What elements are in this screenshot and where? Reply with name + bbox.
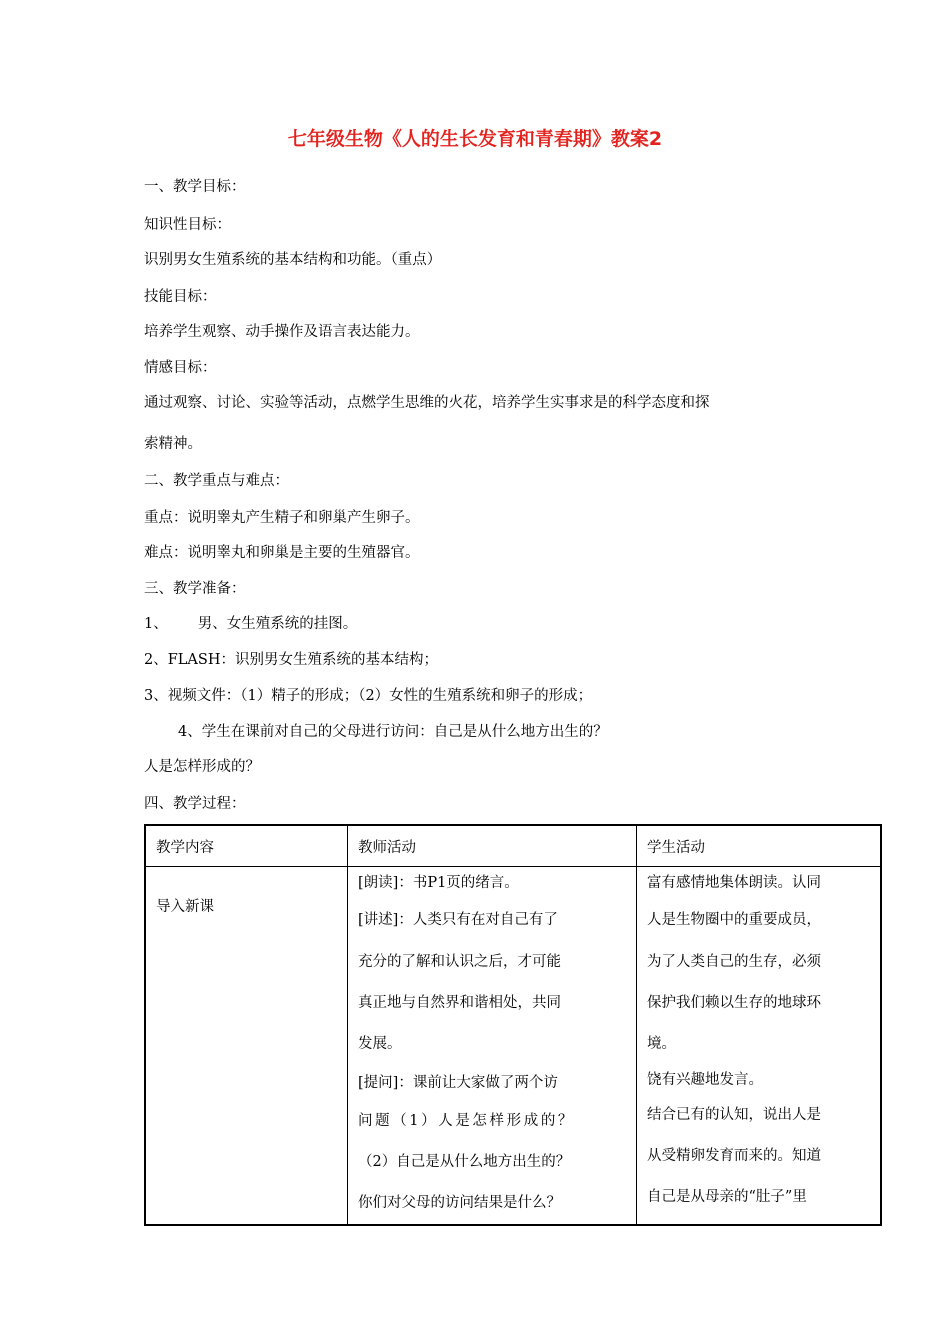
section-1-heading: 一、教学目标：: [144, 179, 246, 195]
student-line: 为了人类自己的生存，必须: [647, 954, 821, 970]
header-content: 教学内容: [145, 825, 348, 867]
table-row: [145, 867, 881, 1226]
prep-item-2: 2、FLASH：识别男女生殖系统的基本结构；: [144, 652, 438, 668]
prep-item-1: [144, 614, 357, 634]
teacher-line: （2）自己是从什么地方出生的？: [358, 1154, 571, 1170]
student-line: 自己是从母亲的“肚子”里: [647, 1189, 807, 1205]
prep-item-4-line1: 4、学生在课前对自己的父母进行访问：自己是从什么地方出生的？: [178, 724, 608, 740]
teacher-line: 真正地与自然界和谐相处，共同: [358, 995, 561, 1011]
teacher-line: [讲述]：人类只有在对自己有了: [358, 912, 558, 928]
student-line: 结合已有的认知，说出人是: [647, 1107, 821, 1123]
row-content-cell: [145, 867, 348, 1226]
student-line: 富有感情地集体朗读。认同: [647, 875, 821, 891]
knowledge-label: 知识性目标：: [144, 217, 231, 233]
header-teacher: 教师活动: [348, 825, 637, 867]
student-line: 保护我们赖以生存的地球环: [647, 995, 821, 1011]
section-3-heading: 三、教学准备：: [144, 581, 246, 597]
key-point: 重点：说明睾丸产生精子和卵巢产生卵子。: [144, 510, 420, 526]
teacher-line: [提问]：课前让大家做了两个访: [358, 1075, 558, 1091]
student-line: 饶有兴趣地发言。: [647, 1072, 763, 1088]
prep-item-1-text: 男、女生殖系统的挂图。: [197, 616, 358, 632]
section-4-heading: 四、教学过程：: [144, 796, 246, 812]
emotion-label: 情感目标：: [144, 360, 217, 376]
prep-item-3: 3、视频文件：（1）精子的形成；（2）女性的生殖系统和卵子的形成；: [144, 688, 593, 704]
skill-label: 技能目标：: [144, 289, 217, 305]
row-content: 导入新课: [156, 899, 214, 915]
row-student-cell: [637, 867, 882, 1226]
student-line: 人是生物圈中的重要成员，: [647, 912, 821, 928]
student-line: 境。: [647, 1036, 676, 1052]
knowledge-text: 识别男女生殖系统的基本结构和功能。（重点）: [144, 252, 442, 268]
prep-item-4-line2: 人是怎样形成的？: [144, 759, 260, 775]
document-title: 七年级生物《人的生长发育和青春期》教案2: [287, 128, 663, 150]
teacher-line: 充分的了解和认识之后，才可能: [358, 954, 561, 970]
teacher-line: 问题（1）人是怎样形成的？: [358, 1113, 576, 1129]
skill-text: 培养学生观察、动手操作及语言表达能力。: [144, 324, 420, 340]
prep-item-1-num: 1、: [144, 616, 168, 632]
table-header-row: [145, 825, 881, 867]
header-student: 学生活动: [637, 825, 882, 867]
teacher-line: 发展。: [358, 1036, 402, 1052]
teaching-process-table: [144, 824, 882, 1226]
emotion-text-line1: 通过观察、讨论、实验等活动，点燃学生思维的火花，培养学生实事求是的科学态度和探: [144, 395, 710, 411]
section-2-heading: 二、教学重点与难点：: [144, 473, 289, 489]
student-line: 从受精卵发育而来的。知道: [647, 1148, 821, 1164]
row-teacher-cell: [348, 867, 637, 1226]
teacher-line: [朗读]：书P1页的绪言。: [358, 875, 519, 891]
difficult-point: 难点：说明睾丸和卵巢是主要的生殖器官。: [144, 545, 420, 561]
teacher-line: 你们对父母的访问结果是什么？: [358, 1195, 561, 1211]
emotion-text-line2: 索精神。: [144, 436, 202, 452]
